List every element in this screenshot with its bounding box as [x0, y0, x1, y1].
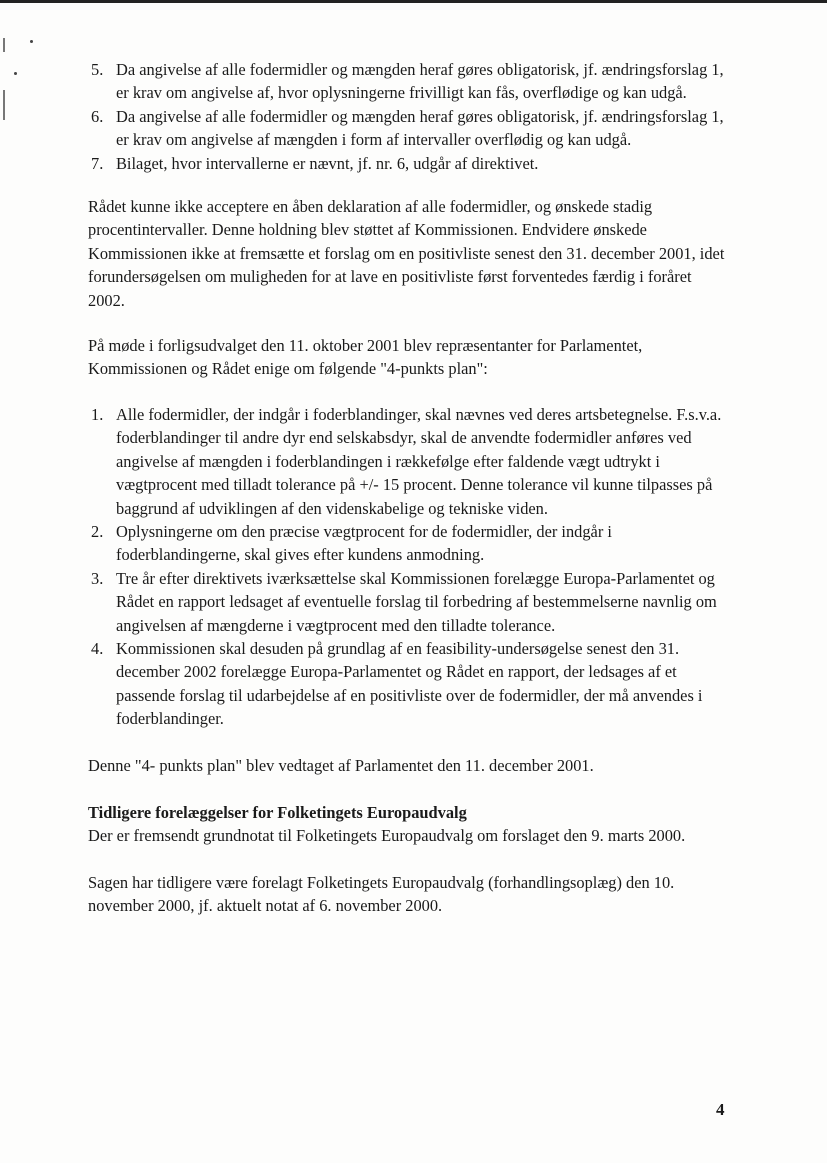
- list-number: 3.: [91, 568, 104, 588]
- list-item: [88, 403, 730, 520]
- list-text: Da angivelse af alle fodermidler og mængden heraf gøres obligatorisk, jf. ændringsforslag 1, er krav om angivelse af, hvor oplysningerne frivilligt kan fås, overflødige og kan udgå.: [116, 60, 724, 103]
- paragraph-previously-presented: Sagen har tidligere være forelagt Folketingets Europaudvalg (forhandlingsoplæg) den 10. november 2000, jf. aktuelt notat af 6. november 2000.: [88, 872, 675, 916]
- list-text: Alle fodermidler, der indgår i foderblandinger, skal nævnes ved deres artsbetegnelse. F.s.v.a. foderblandinger til andre dyr end selskabsdyr, skal de anvendte fodermidler anføres ved angivelse af mængden i foderblandingen i rækkefølge efter faldende vægt udtrykt i vægtprocent med tilladt tolerance på +/- 15 procent. Denne tolerance vil kunne tilpasses på baggrund af udviklingen af den videnskabelige og tekniske viden.: [116, 404, 722, 518]
- paragraph-plan-adopted: Denne "4- punkts plan" blev vedtaget af Parlamentet den 11. december 2001.: [88, 755, 594, 775]
- list-text: Tre år efter direktivets iværksættelse skal Kommissionen forelægge Europa-Parlamentet og Rådet en rapport ledsaget af eventuelle forslag til forbedring af bestemmelserne navnlig om angivelsen af mængderne i vægtprocent med den tilladte tolerance.: [116, 568, 717, 635]
- list-text: Bilaget, hvor intervallerne er nævnt, jf. nr. 6, udgår af direktivet.: [116, 153, 539, 173]
- scan-mark: [3, 38, 5, 52]
- list-number: 1.: [91, 404, 104, 424]
- list-item: [88, 152, 730, 175]
- list-number: 6.: [91, 106, 104, 126]
- top-border-line: [0, 0, 827, 3]
- document-page: [88, 58, 730, 918]
- section-heading: Tidligere forelæggelser for Folketingets Europaudvalg: [88, 802, 467, 822]
- scan-mark: [3, 90, 5, 120]
- list-number: 5.: [91, 60, 104, 79]
- paragraph-basic-note-sent: Der er fremsendt grundnotat til Folketingets Europaudvalg om forslaget den 9. marts 2000.: [88, 826, 686, 846]
- scan-speck: [30, 40, 33, 43]
- list-text: Da angivelse af alle fodermidler og mængden heraf gøres obligatorisk, jf. ændringsforslag 1, er krav om angivelse af mængden i form af intervaller overflødig og kan udgå.: [116, 106, 724, 150]
- paragraph-council-position: Rådet kunne ikke acceptere en åben deklaration af alle fodermidler, og ønskede stadig procentintervaller. Denne holdning blev støttet af Kommissionen. Endvidere ønskede Kommissionen ikke at fremsætte et forslag om en positivliste senest den 31. december 2001, idet forundersøgelsen om muligheden for at lave en positivliste først forventedes færdig i foråret 2002.: [88, 197, 725, 310]
- list-item: [88, 567, 730, 637]
- list-number: 7.: [91, 153, 104, 173]
- amendment-list: [88, 58, 730, 175]
- list-item: [88, 105, 730, 152]
- list-text: Kommissionen skal desuden på grundlag af en feasibility-undersøgelse senest den 31. december 2002 forelægge Europa-Parlamentet og Rådet en rapport, der ledsages af et passende forslag til udarbejdelse af en positivliste over de fodermidler, der må anvendes i foderblandinger.: [116, 638, 703, 729]
- page-number: 4: [716, 1100, 725, 1119]
- list-text: Oplysningerne om den præcise vægtprocent for de fodermidler, der indgår i foderblandingerne, skal gives efter kundens anmodning.: [116, 521, 612, 565]
- list-item: [88, 58, 730, 105]
- scan-speck: [14, 72, 17, 75]
- paragraph-conciliation-meeting: På møde i forligsudvalget den 11. oktober 2001 blev repræsentanter for Parlamentet, Kommissionen og Rådet enige om følgende "4-punkts plan":: [88, 336, 643, 379]
- list-number: 2.: [91, 521, 104, 541]
- four-point-plan-list: [88, 403, 730, 731]
- list-number: 4.: [91, 638, 104, 658]
- list-item: [88, 637, 730, 731]
- list-item: [88, 520, 730, 567]
